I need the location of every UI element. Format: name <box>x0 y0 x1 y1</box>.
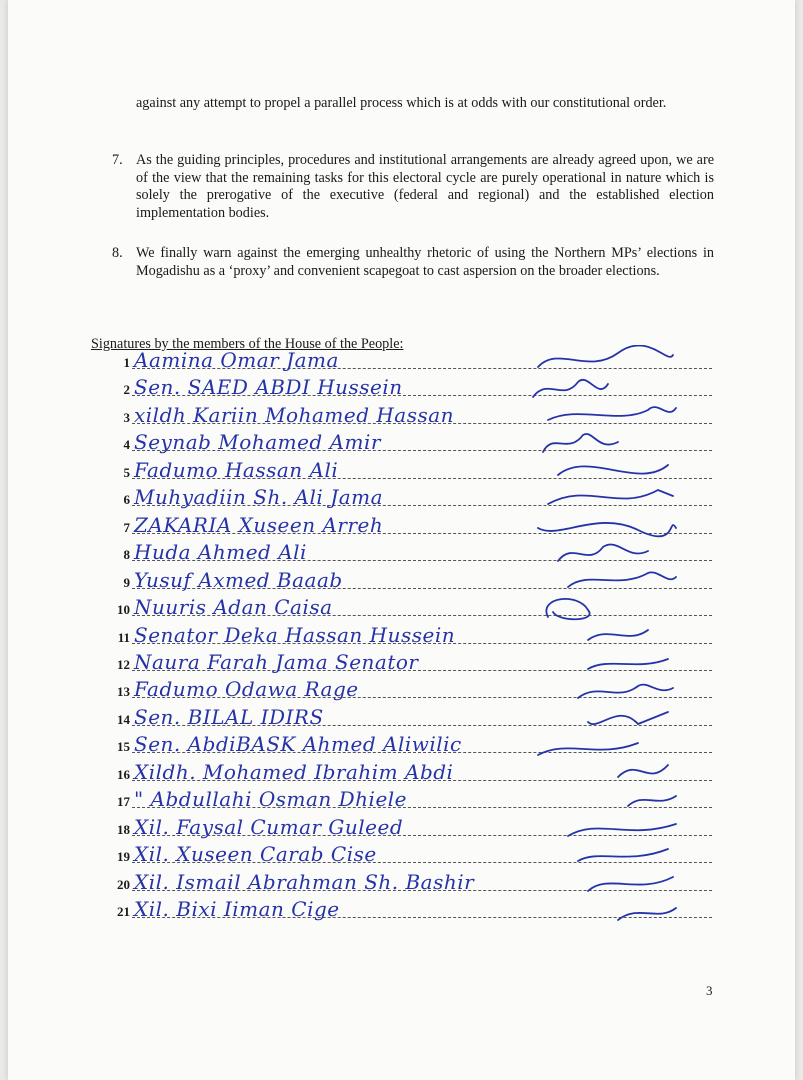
signature-row-4 <box>108 429 712 455</box>
signature-row-2 <box>108 374 712 400</box>
handwritten-name: Sen. AbdiBASK Ahmed Aliwilic <box>134 732 462 757</box>
signature-row-21 <box>108 896 712 922</box>
handwritten-name: xildh Kariin Mohamed Hassan <box>134 402 455 427</box>
signature-row-10 <box>108 594 712 620</box>
row-number: 11 <box>117 629 130 645</box>
signature-row-8 <box>108 539 712 565</box>
row-number: 20 <box>117 876 130 892</box>
signature-row-3 <box>108 402 712 428</box>
row-number: 4 <box>123 437 130 453</box>
row-number: 6 <box>123 492 130 508</box>
signature-row-14 <box>108 704 712 730</box>
row-number: 14 <box>117 711 130 727</box>
row-number: 8 <box>123 547 130 563</box>
handwritten-name: Naura Farah Jama Senator <box>134 649 419 674</box>
handwritten-name: Yusuf Axmed Baaab <box>134 567 343 592</box>
page-number: 3 <box>706 983 713 998</box>
row-number: 1 <box>123 355 130 370</box>
row-number: 16 <box>117 766 130 782</box>
row-number: 3 <box>123 409 130 425</box>
signature-row-18 <box>108 814 712 840</box>
signature-row-15 <box>108 731 712 757</box>
handwritten-name: Fadumo Odawa Rage <box>134 677 359 702</box>
signature-row-1 <box>108 347 712 373</box>
clause-7 <box>112 152 714 222</box>
handwritten-name: Sen. SAED ABDI Hussein <box>134 375 403 400</box>
signature-row-19 <box>108 841 712 867</box>
signature-row-13 <box>108 676 712 702</box>
handwritten-name: Aamina Omar Jama <box>134 348 339 372</box>
handwritten-name: Xil. Bixi Iiman Cige <box>134 897 340 921</box>
row-number: 5 <box>123 464 130 480</box>
handwritten-name: Seynab Mohamed Amir <box>134 430 381 455</box>
row-number: 7 <box>123 519 130 535</box>
row-number: 15 <box>117 739 130 755</box>
signature-row-7 <box>108 512 712 538</box>
signature-row-5 <box>108 457 712 483</box>
row-number: 13 <box>117 684 130 700</box>
signatures-heading: Signatures by the members of the House of the People: <box>91 336 404 352</box>
clause-text: As the guiding principles, procedures and institutional arrangements are already agreed upon, we are of the view that the remaining tasks for this electoral cycle are purely operational in nature which is solely the prerogative of the executive (federal and regional) and the established election implementation bodies. <box>136 152 714 221</box>
handwritten-name: Xildh. Mohamed Ibrahim Abdi <box>134 759 454 784</box>
handwritten-name: ZAKARIA Xuseen Arreh <box>134 512 384 537</box>
row-number: 19 <box>117 849 130 865</box>
clause-number: 7. <box>112 152 123 168</box>
clause-text: We finally warn against the emerging unhealthy rhetoric of using the Northern MPs’ elections in Mogadishu as a ‘proxy’ and convenient scapegoat to cast aspersion on the broader elections. <box>136 245 714 279</box>
row-number: 12 <box>117 656 130 672</box>
signature-row-12 <box>108 649 712 675</box>
handwritten-name: Xil. Faysal Cumar Guleed <box>134 814 404 839</box>
handwritten-name: Huda Ahmed Ali <box>134 540 307 565</box>
row-number: 10 <box>117 602 130 618</box>
row-number: 9 <box>123 574 130 590</box>
signature-row-17 <box>108 786 712 812</box>
intro-paragraph: against any attempt to propel a parallel process which is at odds with our constitutional order. <box>136 95 667 111</box>
row-number: 2 <box>123 382 130 398</box>
signature-row-6 <box>108 484 712 510</box>
handwritten-name: Nuuris Adan Caisa <box>134 595 333 620</box>
signature-row-16 <box>108 759 712 785</box>
signature-row-11 <box>108 622 712 648</box>
handwritten-name: Senator Deka Hassan Hussein <box>134 622 456 647</box>
clause-number: 8. <box>112 245 123 261</box>
row-number: 17 <box>117 794 130 810</box>
handwritten-name: Muhyadiin Sh. Ali Jama <box>134 485 384 510</box>
document-page <box>8 0 795 1080</box>
handwritten-name: Xil. Xuseen Carab Cise <box>134 842 377 867</box>
handwritten-name: Xil. Ismail Abrahman Sh. Bashir <box>134 869 475 894</box>
clause-8 <box>112 245 714 280</box>
signature-row-20 <box>108 869 712 895</box>
row-number: 18 <box>117 821 130 837</box>
handwritten-name: " Abdullahi Osman Dhiele <box>134 787 408 812</box>
signature-row-9 <box>108 567 712 593</box>
handwritten-name: Fadumo Hassan Ali <box>134 457 339 482</box>
handwritten-name: Sen. BILAL IDIRS <box>134 704 324 729</box>
signature-scribble <box>528 894 678 928</box>
row-number: 21 <box>117 904 130 919</box>
